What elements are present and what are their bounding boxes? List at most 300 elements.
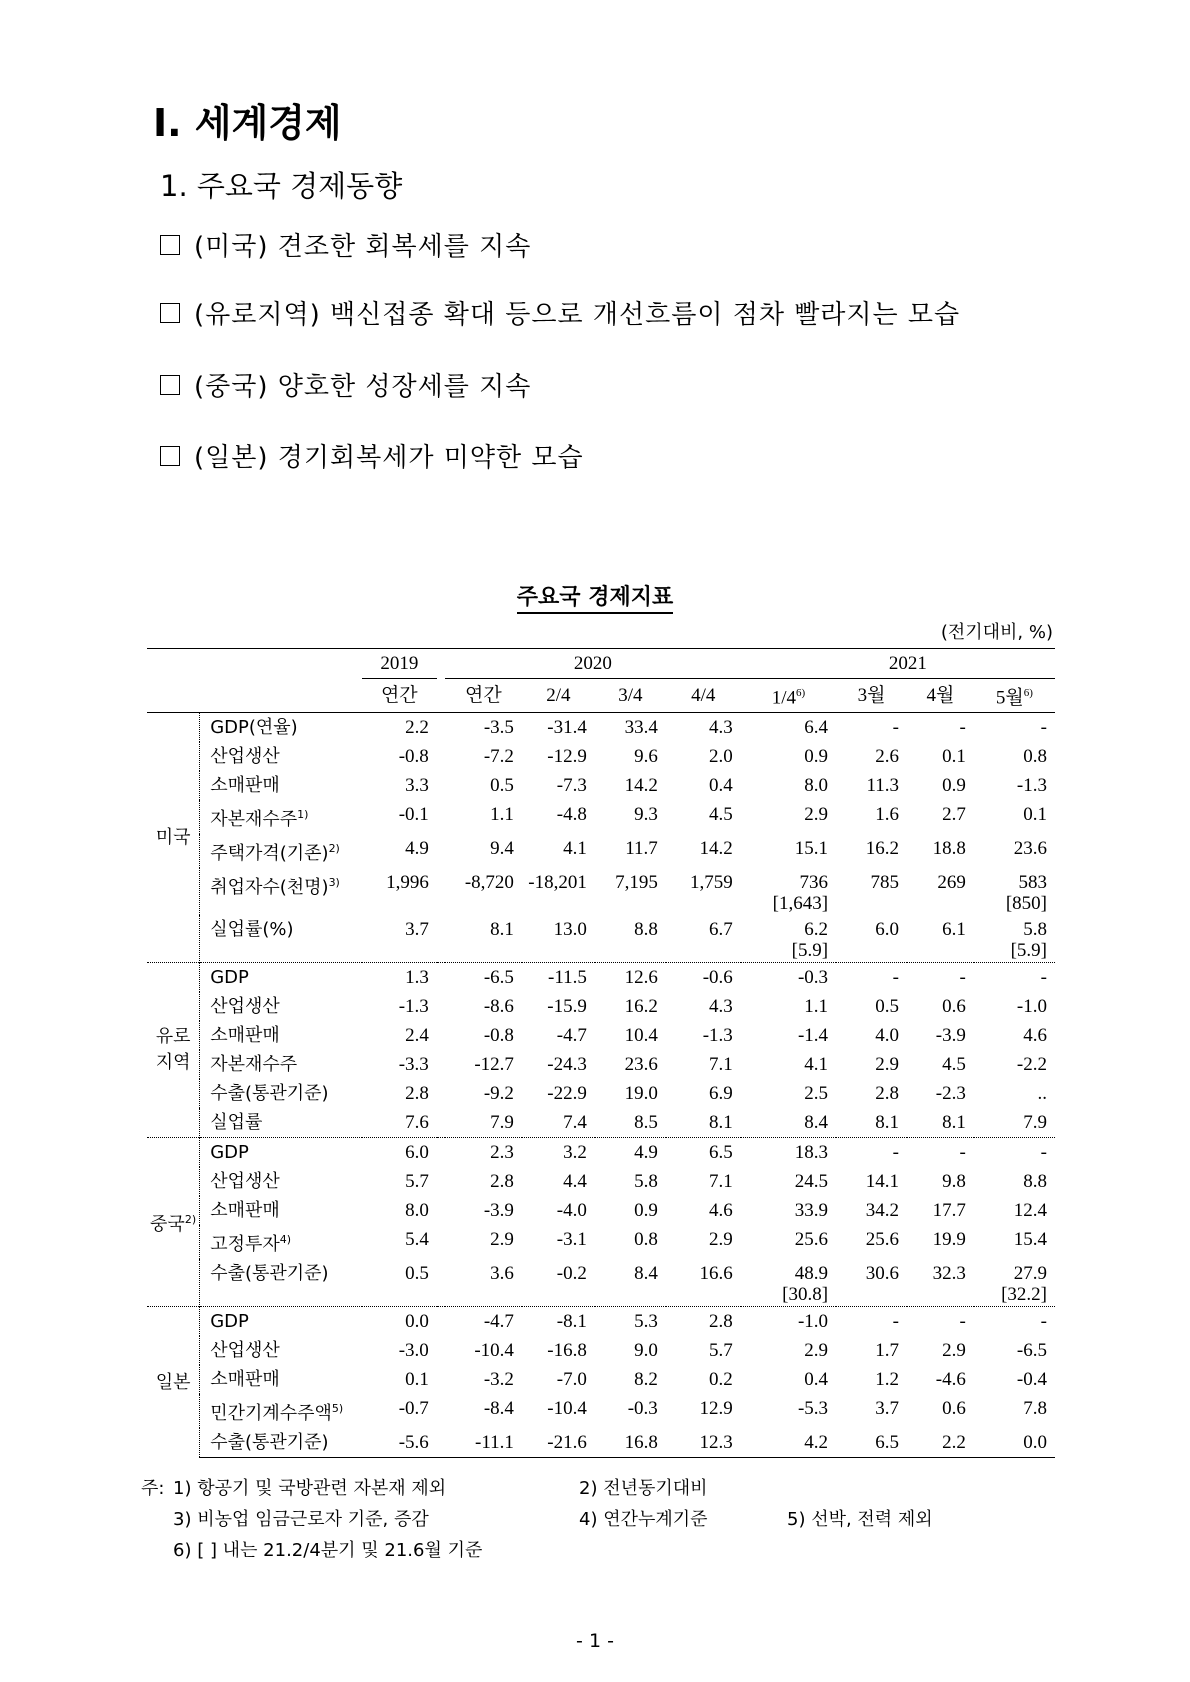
spacer-cell bbox=[437, 1196, 445, 1225]
table-row bbox=[147, 1336, 1055, 1365]
value-cell: 4.1 bbox=[563, 838, 587, 860]
spacer-cell bbox=[437, 1394, 445, 1428]
spacer-cell bbox=[437, 1021, 445, 1050]
value-cell: -0.6 bbox=[666, 963, 741, 993]
spacer-cell bbox=[437, 1079, 445, 1108]
spacer-cell bbox=[437, 1336, 445, 1365]
header-blank bbox=[147, 679, 362, 713]
value-cell: -8.6 bbox=[483, 996, 514, 1018]
table-row bbox=[147, 992, 1055, 1021]
indicator-label: GDP(연율) bbox=[210, 717, 298, 739]
value-cell: - bbox=[836, 963, 907, 993]
value-cell: 2.9 bbox=[804, 804, 829, 826]
value-cell: 7.4 bbox=[563, 1112, 587, 1134]
value-cell: 25.6 bbox=[794, 1229, 829, 1251]
value-cell: -31.4 bbox=[547, 717, 587, 739]
value-cell: 0.1 bbox=[1023, 804, 1047, 826]
spacer-cell bbox=[437, 992, 445, 1021]
year-header: 2019 bbox=[362, 649, 437, 679]
value-cell: 3.6 bbox=[490, 1263, 514, 1285]
header-spacer bbox=[437, 679, 445, 713]
value-cell: 8.1 bbox=[942, 1112, 966, 1134]
value-cell: 4.4 bbox=[563, 1171, 587, 1193]
value-cell: 3.7 bbox=[875, 1398, 899, 1420]
note: 3) 비농업 임금근로자 기준, 증감 bbox=[173, 1509, 429, 1530]
value-cell: 24.5 bbox=[794, 1171, 829, 1193]
note: 1) 항공기 및 국방관련 자본재 제외 bbox=[173, 1478, 447, 1499]
value-cell: 11.3 bbox=[866, 775, 899, 797]
value-cell: 4.3 bbox=[709, 996, 733, 1018]
value-cell: 0.5 bbox=[405, 1263, 429, 1285]
indicator-label: 소매판매 bbox=[210, 1369, 280, 1391]
value-cell: 33.9 bbox=[794, 1200, 829, 1222]
spacer-cell bbox=[437, 868, 445, 915]
value-cell: 7,195 bbox=[615, 872, 658, 894]
value-cell: -1.4 bbox=[797, 1025, 829, 1047]
table-row bbox=[147, 1050, 1055, 1079]
indicator-table bbox=[147, 648, 1055, 1458]
value-cell: 0.4 bbox=[709, 775, 733, 797]
value-cell: 736 [1,643] bbox=[741, 868, 836, 915]
table-row bbox=[147, 834, 1055, 868]
bullet-china bbox=[160, 366, 531, 403]
period-header: 4/4 bbox=[666, 679, 741, 713]
spacer-cell bbox=[437, 771, 445, 800]
value-cell: 4.5 bbox=[942, 1054, 966, 1076]
value-cell: 4.9 bbox=[595, 1138, 666, 1168]
value-cell: 8.0 bbox=[405, 1200, 429, 1222]
value-cell: 6.4 bbox=[804, 717, 829, 739]
value-cell: 2.8 bbox=[875, 1083, 899, 1105]
country-label: 미국 bbox=[147, 713, 200, 963]
value-cell: 33.4 bbox=[624, 717, 658, 739]
value-cell: -4.7 bbox=[445, 1307, 522, 1337]
value-cell: - bbox=[892, 717, 899, 739]
value-cell: -1.0 bbox=[1016, 996, 1047, 1018]
value-cell: 8.2 bbox=[634, 1369, 658, 1391]
value-cell: -11.1 bbox=[445, 1428, 522, 1458]
value-cell: -8.4 bbox=[483, 1398, 514, 1420]
checkbox-square-icon bbox=[160, 375, 180, 395]
section-subheading: 1. 주요국 경제동향 bbox=[160, 169, 403, 203]
value-cell: 9.0 bbox=[634, 1340, 658, 1362]
value-cell: 13.0 bbox=[553, 919, 587, 941]
checkbox-square-icon bbox=[160, 303, 180, 323]
value-cell: -0.3 bbox=[741, 963, 836, 993]
value-cell: 10.4 bbox=[624, 1025, 658, 1047]
value-cell: 583 [850] bbox=[974, 868, 1055, 915]
value-cell: 4.3 bbox=[709, 717, 733, 739]
value-cell: 30.6 bbox=[865, 1263, 899, 1285]
indicator-label: 고정투자$^{4)}$ bbox=[210, 1233, 292, 1256]
value-cell: -8,720 bbox=[464, 872, 514, 894]
value-cell: 34.2 bbox=[865, 1200, 899, 1222]
table-row bbox=[147, 1394, 1055, 1428]
period-header: 1/4$^{6)}$ bbox=[741, 679, 836, 713]
value-cell: -3.1 bbox=[556, 1229, 587, 1251]
value-cell: 7.1 bbox=[709, 1054, 733, 1076]
value-cell: - bbox=[974, 1138, 1055, 1168]
bullet-usa bbox=[160, 226, 531, 263]
table-row bbox=[147, 868, 1055, 915]
indicator-label: 수출(통관기준) bbox=[200, 1428, 362, 1458]
page-heading: Ⅰ. 세계경제 bbox=[153, 101, 342, 145]
year-header: 2020 bbox=[445, 649, 741, 679]
bracket-value: [5.9] bbox=[1010, 940, 1047, 962]
indicator-label: GDP bbox=[200, 963, 362, 993]
spacer-cell bbox=[437, 1428, 445, 1458]
value-cell: 3.7 bbox=[405, 919, 429, 941]
value-cell: 11.7 bbox=[625, 838, 658, 860]
year-header: 2021 bbox=[741, 649, 1055, 679]
value-cell: -12.9 bbox=[547, 746, 587, 768]
spacer-cell bbox=[437, 1050, 445, 1079]
value-cell: -10.4 bbox=[474, 1340, 514, 1362]
indicator-label: 소매판매 bbox=[210, 1200, 280, 1222]
value-cell: 9.3 bbox=[634, 804, 658, 826]
value-cell: -3.9 bbox=[935, 1025, 966, 1047]
value-cell: 2.3 bbox=[445, 1138, 522, 1168]
indicator-label: 소매판매 bbox=[210, 775, 280, 797]
value-cell: 2.8 bbox=[405, 1083, 429, 1105]
value-cell: 7.8 bbox=[1023, 1398, 1047, 1420]
value-cell: 16.2 bbox=[624, 996, 658, 1018]
value-cell: 14.1 bbox=[865, 1171, 899, 1193]
table-title: 주요국 경제지표 bbox=[0, 580, 1190, 611]
period-header: 연간 bbox=[362, 679, 437, 713]
spacer-cell bbox=[437, 742, 445, 771]
bracket-value: [30.8] bbox=[782, 1284, 829, 1306]
table-row bbox=[147, 1021, 1055, 1050]
value-cell: 1.2 bbox=[875, 1369, 899, 1391]
value-cell: -4.6 bbox=[935, 1369, 966, 1391]
period-header: 연간 bbox=[445, 679, 522, 713]
value-cell: 0.9 bbox=[804, 746, 829, 768]
value-cell: 16.8 bbox=[595, 1428, 666, 1458]
value-cell: 2.2 bbox=[907, 1428, 974, 1458]
table-row bbox=[147, 1428, 1055, 1458]
value-cell: - bbox=[907, 1307, 974, 1337]
value-cell: -24.3 bbox=[547, 1054, 587, 1076]
value-cell: 6.0 bbox=[362, 1138, 437, 1168]
value-cell: 4.5 bbox=[709, 804, 733, 826]
value-cell: -15.9 bbox=[547, 996, 587, 1018]
table-row bbox=[147, 1259, 1055, 1307]
value-cell: -4.7 bbox=[556, 1025, 587, 1047]
value-cell: 7.6 bbox=[405, 1112, 429, 1134]
value-cell: 0.8 bbox=[634, 1229, 658, 1251]
value-cell: 1.6 bbox=[875, 804, 899, 826]
value-cell: 5.7 bbox=[709, 1340, 733, 1362]
country-label: 중국$^{2)}$ bbox=[147, 1138, 200, 1307]
value-cell: 16.6 bbox=[699, 1263, 733, 1285]
value-cell: -5.6 bbox=[362, 1428, 437, 1458]
bullet-text: (유로지역) 백신접종 확대 등으로 개선흐름이 점차 빨라지는 모습 bbox=[194, 300, 961, 330]
value-cell: 3.3 bbox=[405, 775, 429, 797]
value-cell: 4.2 bbox=[741, 1428, 836, 1458]
value-cell: 2.9 bbox=[875, 1054, 899, 1076]
value-cell: .. bbox=[1037, 1083, 1047, 1105]
note: 4) 연간누계기준 bbox=[579, 1509, 708, 1530]
note: 6) [ ] 내는 21.2/4분기 및 21.6월 기준 bbox=[173, 1540, 483, 1561]
value-cell: 6.7 bbox=[709, 919, 733, 941]
value-cell: -2.2 bbox=[1016, 1054, 1047, 1076]
value-cell: 5.4 bbox=[405, 1229, 429, 1251]
value-cell: 3.2 bbox=[522, 1138, 595, 1168]
value-cell: 4.6 bbox=[1023, 1025, 1047, 1047]
value-cell: 9.4 bbox=[490, 838, 514, 860]
indicator-label: 자본재수주$^{1)}$ bbox=[210, 808, 309, 831]
value-cell: 6.5 bbox=[836, 1428, 907, 1458]
value-cell: -21.6 bbox=[522, 1428, 595, 1458]
indicator-label: 수출(통관기준) bbox=[210, 1083, 329, 1105]
bullet-japan bbox=[160, 437, 584, 474]
table-row bbox=[147, 915, 1055, 963]
spacer-cell bbox=[437, 1307, 445, 1337]
value-cell: 12.9 bbox=[699, 1398, 733, 1420]
note-prefix: 주: bbox=[141, 1478, 165, 1499]
bracket-value: [5.9] bbox=[791, 940, 829, 962]
value-cell: 48.9 [30.8] bbox=[741, 1259, 836, 1307]
value-cell: 14.2 bbox=[699, 838, 733, 860]
value-cell: 2.8 bbox=[490, 1171, 514, 1193]
value-cell: -16.8 bbox=[547, 1340, 587, 1362]
value-cell: 1,996 bbox=[386, 872, 429, 894]
value-cell: 19.9 bbox=[932, 1229, 966, 1251]
value-cell: 18.8 bbox=[932, 838, 966, 860]
value-cell: 6.0 bbox=[875, 919, 899, 941]
period-header-row bbox=[147, 679, 1055, 713]
value-cell: 0.0 bbox=[974, 1428, 1055, 1458]
value-cell: 8.8 bbox=[1023, 1171, 1047, 1193]
value-cell: -8.1 bbox=[522, 1307, 595, 1337]
value-cell: 17.7 bbox=[932, 1200, 966, 1222]
indicator-label: 수출(통관기준) bbox=[210, 1263, 329, 1285]
value-cell: 9.8 bbox=[942, 1171, 966, 1193]
value-cell: - bbox=[959, 717, 966, 739]
value-cell: 6.9 bbox=[709, 1083, 733, 1105]
value-cell: 1.7 bbox=[875, 1340, 899, 1362]
spacer-cell bbox=[437, 713, 445, 743]
value-cell: 19.0 bbox=[624, 1083, 658, 1105]
spacer-cell bbox=[437, 1167, 445, 1196]
value-cell: 8.1 bbox=[709, 1112, 733, 1134]
checkbox-square-icon bbox=[160, 235, 180, 255]
value-cell: 8.0 bbox=[804, 775, 829, 797]
indicator-label: 자본재수주 bbox=[210, 1054, 298, 1076]
value-cell: 8.4 bbox=[634, 1263, 658, 1285]
table-row bbox=[147, 1196, 1055, 1225]
table-row bbox=[147, 742, 1055, 771]
value-cell: 23.6 bbox=[1013, 838, 1047, 860]
value-cell: 16.2 bbox=[865, 838, 899, 860]
value-cell: -4.8 bbox=[556, 804, 587, 826]
value-cell: -5.3 bbox=[797, 1398, 829, 1420]
indicator-label: 산업생산 bbox=[210, 1340, 280, 1362]
value-cell: 8.5 bbox=[634, 1112, 658, 1134]
table-row bbox=[147, 1079, 1055, 1108]
bracket-value: [32.2] bbox=[1001, 1284, 1047, 1306]
bullet-text: (중국) 양호한 성장세를 지속 bbox=[194, 372, 532, 402]
table-unit: (전기대비, %) bbox=[940, 622, 1053, 643]
value-cell: - bbox=[907, 963, 974, 993]
value-cell: - bbox=[974, 963, 1055, 993]
value-cell: 2.2 bbox=[405, 717, 429, 739]
value-cell: 2.4 bbox=[405, 1025, 429, 1047]
value-cell: -3.0 bbox=[398, 1340, 429, 1362]
table-row bbox=[147, 713, 1055, 743]
value-cell: 12.6 bbox=[595, 963, 666, 993]
value-cell: 6.5 bbox=[666, 1138, 741, 1168]
value-cell: -9.2 bbox=[483, 1083, 514, 1105]
value-cell: 0.1 bbox=[405, 1369, 429, 1391]
indicator-label: 산업생산 bbox=[210, 996, 280, 1018]
value-cell: 23.6 bbox=[624, 1054, 658, 1076]
value-cell: -7.0 bbox=[556, 1369, 587, 1391]
page-number: - 1 - bbox=[576, 1630, 614, 1652]
value-cell: -0.4 bbox=[1016, 1369, 1047, 1391]
value-cell: 5.8 bbox=[634, 1171, 658, 1193]
value-cell: -3.3 bbox=[398, 1054, 429, 1076]
value-cell: 0.2 bbox=[709, 1369, 733, 1391]
value-cell: - bbox=[907, 1138, 974, 1168]
value-cell: 2.9 bbox=[709, 1229, 733, 1251]
value-cell: 27.9 [32.2] bbox=[974, 1259, 1055, 1307]
value-cell: -11.5 bbox=[522, 963, 595, 993]
period-header: 4월 bbox=[907, 679, 974, 713]
value-cell: 25.6 bbox=[865, 1229, 899, 1251]
value-cell: -1.3 bbox=[1016, 775, 1047, 797]
bullet-text: (일본) 경기회복세가 미약한 모습 bbox=[194, 443, 584, 473]
value-cell: 2.8 bbox=[666, 1307, 741, 1337]
spacer-cell bbox=[437, 1365, 445, 1394]
value-cell: -10.4 bbox=[547, 1398, 587, 1420]
spacer-cell bbox=[437, 915, 445, 963]
value-cell: 15.1 bbox=[794, 838, 829, 860]
value-cell: 32.3 bbox=[932, 1263, 966, 1285]
period-header: 3/4 bbox=[595, 679, 666, 713]
value-cell: 1.1 bbox=[490, 804, 514, 826]
value-cell: -0.2 bbox=[556, 1263, 587, 1285]
checkbox-square-icon bbox=[160, 446, 180, 466]
value-cell: 4.0 bbox=[875, 1025, 899, 1047]
value-cell: - bbox=[836, 1307, 907, 1337]
value-cell: 2.7 bbox=[942, 804, 966, 826]
value-cell: 9.6 bbox=[634, 746, 658, 768]
table-row bbox=[147, 1225, 1055, 1259]
value-cell: 0.4 bbox=[804, 1369, 829, 1391]
country-label: 일본 bbox=[147, 1307, 200, 1458]
period-header: 5월$^{6)}$ bbox=[974, 679, 1055, 713]
value-cell: 12.3 bbox=[666, 1428, 741, 1458]
value-cell: 5.7 bbox=[405, 1171, 429, 1193]
value-cell: 2.9 bbox=[490, 1229, 514, 1251]
value-cell: 7.1 bbox=[709, 1171, 733, 1193]
value-cell: 0.5 bbox=[875, 996, 899, 1018]
indicator-label: 실업률 bbox=[210, 1112, 263, 1134]
value-cell: 2.6 bbox=[875, 746, 899, 768]
value-cell: 2.0 bbox=[709, 746, 733, 768]
value-cell: 0.1 bbox=[942, 746, 966, 768]
value-cell: 8.1 bbox=[875, 1112, 899, 1134]
value-cell: 4.6 bbox=[709, 1200, 733, 1222]
value-cell: 6.2 [5.9] bbox=[741, 915, 836, 963]
note: 2) 전년동기대비 bbox=[579, 1478, 708, 1499]
value-cell: -12.7 bbox=[474, 1054, 514, 1076]
value-cell: 1.3 bbox=[362, 963, 437, 993]
value-cell: -7.3 bbox=[556, 775, 587, 797]
table-row bbox=[147, 1108, 1055, 1138]
value-cell: 2.5 bbox=[804, 1083, 829, 1105]
spacer-cell bbox=[437, 1108, 445, 1138]
value-cell: 2.9 bbox=[804, 1340, 829, 1362]
value-cell: 4.1 bbox=[804, 1054, 829, 1076]
bullet-text: (미국) 견조한 회복세를 지속 bbox=[194, 232, 532, 262]
value-cell: 4.9 bbox=[405, 838, 429, 860]
value-cell: -3.2 bbox=[483, 1369, 514, 1391]
value-cell: 0.6 bbox=[942, 996, 966, 1018]
value-cell: 12.4 bbox=[1013, 1200, 1047, 1222]
value-cell: -4.0 bbox=[556, 1200, 587, 1222]
indicator-label: GDP bbox=[200, 1138, 362, 1168]
value-cell: 0.0 bbox=[362, 1307, 437, 1337]
spacer-cell bbox=[437, 963, 445, 993]
table-row bbox=[147, 1167, 1055, 1196]
bullet-euro bbox=[160, 294, 960, 331]
bracket-value: [1,643] bbox=[772, 893, 829, 915]
value-cell: -6.5 bbox=[445, 963, 522, 993]
value-cell: 5.8 [5.9] bbox=[974, 915, 1055, 963]
value-cell: 0.8 bbox=[1023, 746, 1047, 768]
indicator-label: 취업자수(천명)$^{3)}$ bbox=[210, 876, 340, 899]
value-cell: 0.9 bbox=[634, 1200, 658, 1222]
spacer-cell bbox=[437, 1225, 445, 1259]
period-header: 2/4 bbox=[522, 679, 595, 713]
value-cell: 8.8 bbox=[634, 919, 658, 941]
value-cell: 1,759 bbox=[690, 872, 733, 894]
country-label: 유로 지역 bbox=[147, 963, 200, 1138]
table-row bbox=[147, 1365, 1055, 1394]
value-cell: -0.7 bbox=[398, 1398, 429, 1420]
indicator-label: 산업생산 bbox=[210, 1171, 280, 1193]
spacer-cell bbox=[437, 1259, 445, 1307]
value-cell: 8.4 bbox=[804, 1112, 829, 1134]
value-cell: 7.9 bbox=[1023, 1112, 1047, 1134]
value-cell: 15.4 bbox=[1013, 1229, 1047, 1251]
indicator-label: GDP bbox=[200, 1307, 362, 1337]
value-cell: 2.9 bbox=[942, 1340, 966, 1362]
value-cell: 1.1 bbox=[804, 996, 829, 1018]
period-header: 3월 bbox=[836, 679, 907, 713]
value-cell: 785 bbox=[870, 872, 899, 894]
value-cell: 14.2 bbox=[624, 775, 658, 797]
table-row bbox=[147, 963, 1055, 993]
value-cell: -1.0 bbox=[741, 1307, 836, 1337]
spacer-cell bbox=[437, 1138, 445, 1168]
value-cell: 6.1 bbox=[942, 919, 966, 941]
value-cell: -3.9 bbox=[483, 1200, 514, 1222]
value-cell: -18,201 bbox=[528, 872, 587, 894]
value-cell: -6.5 bbox=[1016, 1340, 1047, 1362]
value-cell: 18.3 bbox=[741, 1138, 836, 1168]
indicator-label: 산업생산 bbox=[210, 746, 280, 768]
value-cell: -0.1 bbox=[398, 804, 429, 826]
value-cell: - bbox=[974, 1307, 1055, 1337]
value-cell: -1.3 bbox=[702, 1025, 733, 1047]
table-row bbox=[147, 1138, 1055, 1168]
value-cell: 0.5 bbox=[490, 775, 514, 797]
value-cell: 269 bbox=[937, 872, 966, 894]
